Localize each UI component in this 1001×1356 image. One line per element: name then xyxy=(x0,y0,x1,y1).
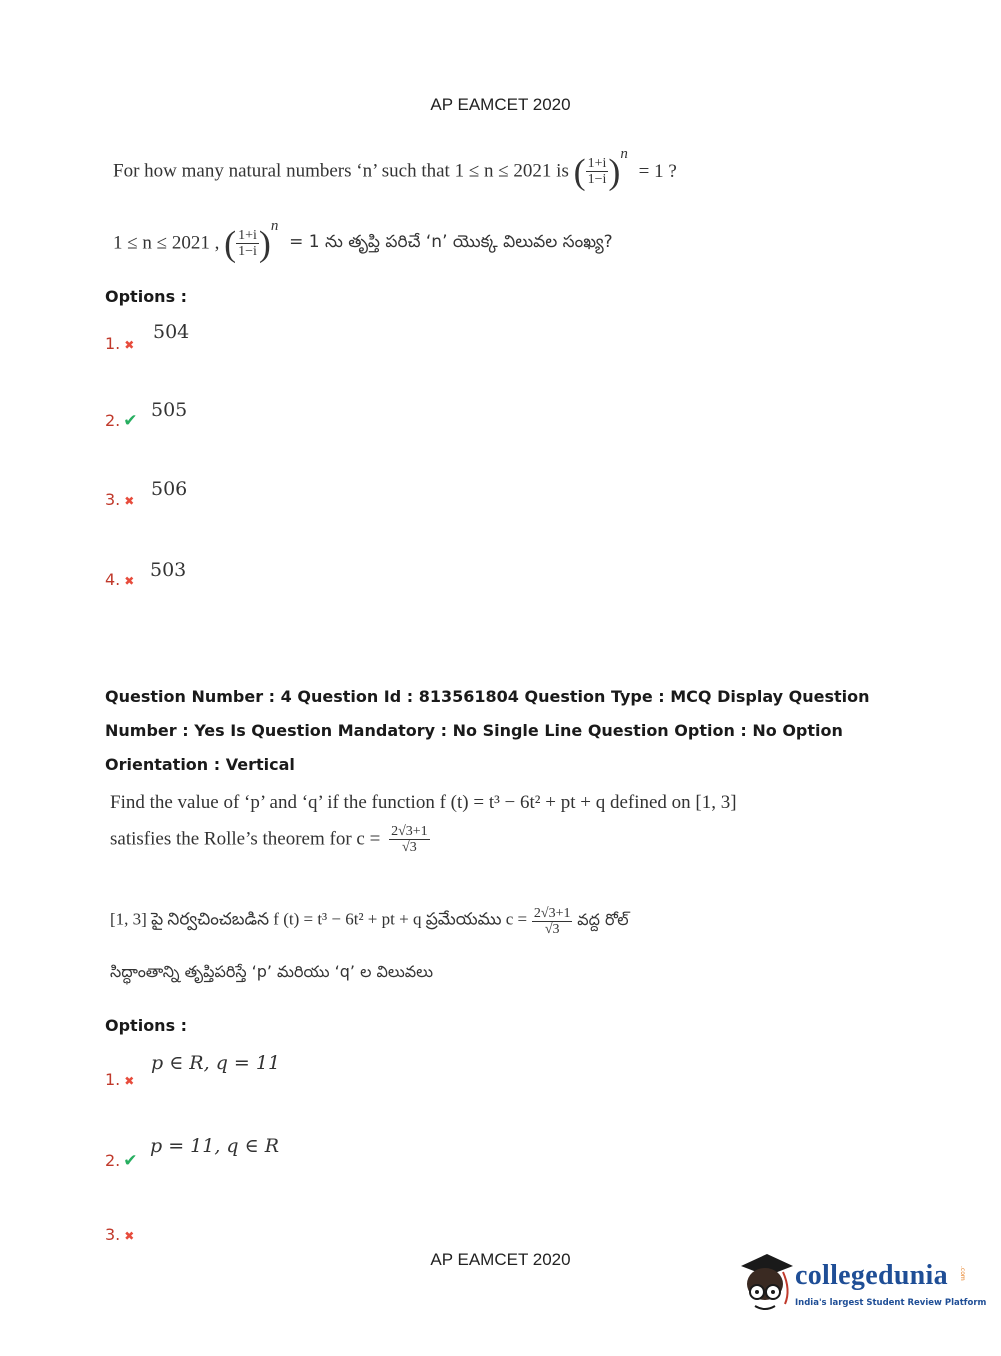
option-value: 506 xyxy=(151,478,188,500)
options-label: Options : xyxy=(105,1016,188,1035)
option-value: 504 xyxy=(153,321,190,343)
logo-name: collegedunia xyxy=(795,1260,948,1291)
logo-tagline: India's largest Student Review Platform xyxy=(795,1298,987,1308)
page-header: AP EAMCET 2020 xyxy=(430,95,571,114)
question-4-telugu-line1: [1, 3] పై నిర్వచించబడిన f (t) = t³ − 6t² + pt + q ప్రమేయము c = $\frac{2√3+1}{√3}$ వద్ద రోల్ xyxy=(110,906,629,937)
option-value: 505 xyxy=(151,399,188,421)
page-footer: AP EAMCET 2020 xyxy=(430,1250,571,1269)
option-value: p ∈ R, q = 11 xyxy=(151,1052,281,1074)
correct-check-icon: ✔ xyxy=(123,411,138,431)
option-row: 3. ✖ xyxy=(105,490,135,509)
option-value: 503 xyxy=(150,559,187,581)
question-4-english-line2: satisfies the Rolle’s theorem for c = $\frac{2√3+1}{√3}$ xyxy=(110,824,428,855)
question-4-meta: Question Number : 4 Question Id : 813561804 Question Type : MCQ Display Question Number : Yes Is Question Mandatory : No Single Line Question Option : No Option Orientation : Vertical xyxy=(105,687,870,774)
options-label: Options : xyxy=(105,287,188,306)
option-value: p = 11, q ∈ R xyxy=(150,1135,280,1157)
question-4-english-line1: Find the value of ‘p’ and ‘q’ if the function f (t) = t³ − 6t² + pt + q defined on [1, 3] xyxy=(110,792,737,813)
question-4-telugu-line2: సిద్ధాంతాన్ని తృప్తిపరిస్తే ‘p’ మరియు ‘q’ ల విలువలు xyxy=(110,962,434,981)
wrong-icon: ✖ xyxy=(124,494,135,508)
option-row: 1. ✖ xyxy=(105,1070,135,1089)
option-row: 4. ✖ xyxy=(105,570,135,589)
wrong-icon: ✖ xyxy=(124,338,135,352)
wrong-icon: ✖ xyxy=(124,574,135,588)
logo-com: .com xyxy=(959,1266,966,1281)
question-3-telugu: 1 ≤ n ≤ 2021 , ( $\frac{1+i}{1-i}$ )$^n$ = 1 ను తృప్తి పరిచే ‘n’ యొక్క విలువల సంఖ్య? xyxy=(113,218,613,264)
correct-check-icon: ✔ xyxy=(123,1151,138,1171)
mascot-icon xyxy=(737,1250,795,1314)
option-row: 2. ✔ xyxy=(105,1151,138,1171)
wrong-icon: ✖ xyxy=(124,1074,135,1088)
option-row: 1. ✖ xyxy=(105,334,135,353)
collegedunia-logo xyxy=(737,1248,987,1318)
option-row: 2. ✔ xyxy=(105,411,138,431)
question-3-english: For how many natural numbers ‘n’ such that 1 ≤ n ≤ 2021 is ( $\frac{1+i}{1-i}$ )$^n$ = 1 ? xyxy=(113,146,677,192)
question-3-fraction: $\frac{1+i}{1-i}$ xyxy=(587,156,607,188)
wrong-icon: ✖ xyxy=(124,1229,135,1243)
option-row: 3. ✖ xyxy=(105,1225,135,1244)
question-3-text: For how many natural numbers ‘n’ such that 1 ≤ n ≤ 2021 is xyxy=(113,160,569,182)
